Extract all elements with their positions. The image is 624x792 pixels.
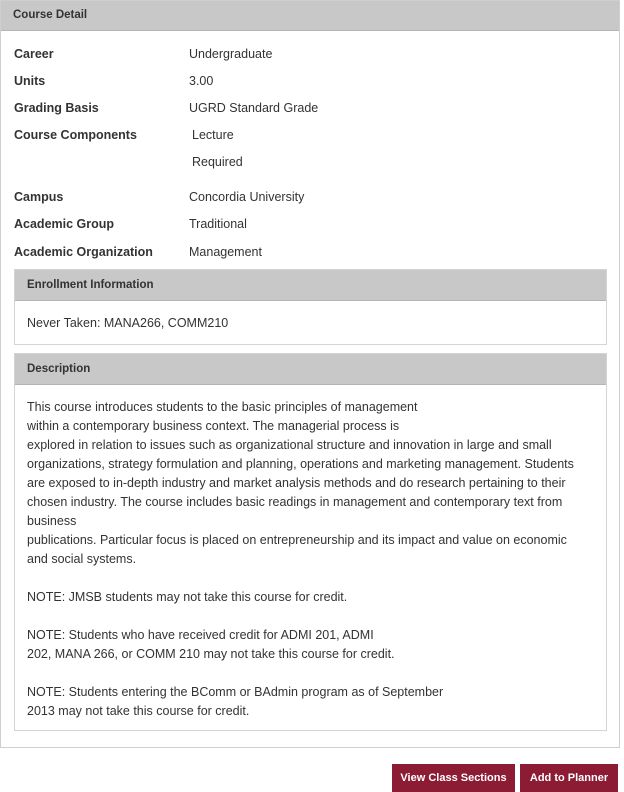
description-header: Description bbox=[15, 354, 606, 385]
description-line: explored in relation to issues such as organizational structure and innovation in large and small bbox=[27, 438, 552, 452]
enrollment-information-header: Enrollment Information bbox=[15, 270, 606, 301]
description-line: business bbox=[27, 514, 77, 528]
grading-basis-value: UGRD Standard Grade bbox=[189, 101, 319, 115]
description-note: NOTE: Students entering the BComm or BAdmin program as of September bbox=[27, 685, 444, 699]
campus-label: Campus bbox=[14, 190, 64, 204]
description-note: 2013 may not take this course for credit. bbox=[27, 704, 250, 718]
enrollment-information-panel bbox=[14, 269, 607, 345]
description-gap bbox=[27, 664, 594, 683]
career-label: Career bbox=[14, 47, 54, 61]
academic-group-value: Traditional bbox=[189, 217, 247, 231]
description-line: within a contemporary business context. The managerial process is bbox=[27, 419, 400, 433]
description-gap bbox=[27, 569, 594, 588]
description-note: NOTE: JMSB students may not take this course for credit. bbox=[27, 590, 348, 604]
units-value: 3.00 bbox=[189, 74, 214, 88]
academic-organization-label: Academic Organization bbox=[14, 245, 153, 259]
description-line: publications. Particular focus is placed on entrepreneurship and its impact and value on economic bbox=[27, 533, 567, 547]
academic-organization-value: Management bbox=[189, 245, 262, 259]
description-body bbox=[15, 385, 606, 721]
description-line: chosen industry. The course includes basic readings in management and contemporary text from bbox=[27, 495, 563, 509]
academic-group-label: Academic Group bbox=[14, 217, 115, 231]
description-line: organizations, strategy formulation and planning, operations and marketing management. Students bbox=[27, 457, 574, 471]
description-gap bbox=[27, 607, 594, 626]
view-class-sections-button[interactable]: View Class Sections bbox=[392, 764, 515, 792]
description-panel bbox=[14, 353, 607, 731]
course-detail-header: Course Detail bbox=[1, 1, 619, 31]
course-components-label: Course Components bbox=[14, 128, 137, 142]
description-note: 202, MANA 266, or COMM 210 may not take this course for credit. bbox=[27, 647, 395, 661]
grading-basis-label: Grading Basis bbox=[14, 101, 99, 115]
campus-value: Concordia University bbox=[189, 190, 305, 204]
enrollment-text: Never Taken: MANA266, COMM210 bbox=[27, 316, 229, 330]
career-value: Undergraduate bbox=[189, 47, 273, 61]
description-line: and social systems. bbox=[27, 552, 137, 566]
description-line: This course introduces students to the basic principles of management bbox=[27, 400, 418, 414]
description-line: are exposed to in-depth industry and market analysis methods and do research pertaining to their bbox=[27, 476, 566, 490]
add-to-planner-button[interactable]: Add to Planner bbox=[520, 764, 618, 792]
units-label: Units bbox=[14, 74, 46, 88]
course-components-value: Lecture bbox=[192, 128, 234, 142]
course-components-required-value: Required bbox=[192, 155, 243, 169]
description-note: NOTE: Students who have received credit for ADMI 201, ADMI bbox=[27, 628, 374, 642]
